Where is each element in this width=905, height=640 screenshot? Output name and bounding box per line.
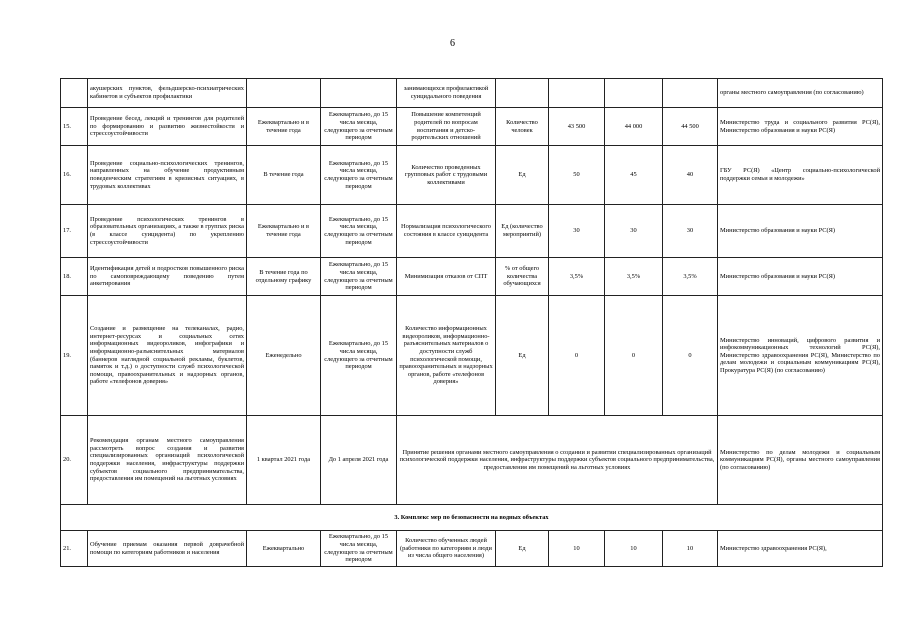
unit-cell (496, 79, 549, 108)
row-number-cell: 19. (61, 296, 88, 416)
unit-cell: Ед (496, 296, 549, 416)
value-2021-cell: 30 (549, 205, 605, 258)
value-2023-cell: 40 (663, 146, 718, 205)
value-2022-cell: 10 (605, 531, 663, 567)
responsible-cell: Министерство образования и науки РС(Я) (718, 258, 883, 296)
page-number: 6 (450, 38, 455, 49)
value-2021-cell (549, 79, 605, 108)
value-2023-cell: 3,5% (663, 258, 718, 296)
unit-cell: Ед (количество мероприятий) (496, 205, 549, 258)
indicator-cell: Повышение компетенций родителей по вопросам воспитания и детско-родительских отношений (397, 108, 496, 146)
deadline-cell: Ежеквартально, до 15 числа месяца, следующего за отчетным периодом (321, 258, 397, 296)
activity-cell: Идентификация детей и подростков повышенного риска по самоповреждающему поведению путем анкетирования (88, 258, 247, 296)
responsible-cell: Министерство труда и социального развития РС(Я), Министерство образования и науки РС(Я) (718, 108, 883, 146)
value-2022-cell: 3,5% (605, 258, 663, 296)
value-2023-cell (663, 79, 718, 108)
indicator-cell: Количество информационных видеороликов, информационно-разъяснительных материалов о доступности служб психологической помощи, правоохранительных и надзорных органов, работе «телефонов доверия» (397, 296, 496, 416)
indicator-cell: Количество проведенных групповых работ с трудовыми коллективами (397, 146, 496, 205)
table-row (61, 146, 883, 205)
table-row (61, 416, 883, 505)
value-2021-cell: 43 500 (549, 108, 605, 146)
deadline-cell (321, 79, 397, 108)
indicator-cell: занимающихся профилактикой суицидального поведения (397, 79, 496, 108)
row-number-cell: 18. (61, 258, 88, 296)
row-number-cell: 15. (61, 108, 88, 146)
value-2022-cell: 0 (605, 296, 663, 416)
indicator-cell: Минимизация отказов от СПТ (397, 258, 496, 296)
responsible-cell: ГБУ РС(Я) «Центр социально-психологической поддержки семьи и молодежи» (718, 146, 883, 205)
deadline-cell: Ежеквартально, до 15 числа месяца, следующего за отчетным периодом (321, 108, 397, 146)
period-cell: 1 квартал 2021 года (247, 416, 321, 505)
value-2022-cell: 44 000 (605, 108, 663, 146)
period-cell: В течение года (247, 146, 321, 205)
activity-cell: акушерских пунктов, фельдшерско-психиатрических кабинетов и субъектов профилактики (88, 79, 247, 108)
table-row (61, 205, 883, 258)
unit-cell: Ед (496, 146, 549, 205)
responsible-cell: органы местного самоуправления (по согласованию) (718, 79, 883, 108)
section-row (61, 505, 883, 531)
value-2023-cell: 10 (663, 531, 718, 567)
value-2022-cell: 30 (605, 205, 663, 258)
period-cell: В течение года по отдельному графику (247, 258, 321, 296)
section-title: 3. Комплекс мер по безопасности на водных объектах (61, 505, 883, 531)
table-row (61, 258, 883, 296)
activity-cell: Проведение социально-психологических тренингов, направленных на обучение продуктивным поведенческим стратегиям в кризисных ситуациях, в трудовых коллективах (88, 146, 247, 205)
activity-cell: Рекомендация органам местного самоуправления рассмотреть вопрос создания и развития специализированных организаций психологической поддержки населения, инфраструктуры поддержки субъектов социального предпринимательства, предоставления им помещений на льготных условиях (88, 416, 247, 505)
table-row (61, 108, 883, 146)
activity-cell: Создание и размещение на телеканалах, радио, интернет-ресурсах и социальных сетях информационных видеороликов, инфографики и информационно-разъяснительных материалов (баннеров наглядной социальной рекламы, буклетов, памяток и т.д.) о доступности служб психологической помощи, правоохранительных и надзорных органов, работе «телефонов доверия» (88, 296, 247, 416)
value-2023-cell: 30 (663, 205, 718, 258)
period-cell: Ежеквартально (247, 531, 321, 567)
table-row (61, 296, 883, 416)
responsible-cell: Министерство инноваций, цифрового развития и инфокоммуникационных технологий РС(Я), Министерство здравоохранения РС(Я), Министерство по делам молодежи и социальным коммуникациям РС(Я), Прокуратура РС(Я) (по согласованию) (718, 296, 883, 416)
decision-merged-cell: Принятие решения органами местного самоуправления о создании и развитии специализированных организаций психологической поддержки населения, инфраструктуры поддержки субъектов социального предпринимательства, предоставления им помещений на льготных условиях (397, 416, 718, 505)
responsible-cell: Министерство образования и науки РС(Я) (718, 205, 883, 258)
deadline-cell: До 1 апреля 2021 года (321, 416, 397, 505)
value-2021-cell: 50 (549, 146, 605, 205)
responsible-cell: Министерство по делам молодежи и социальным коммуникациям РС(Я), органы местного самоуправления (по согласованию) (718, 416, 883, 505)
unit-cell: Ед (496, 531, 549, 567)
activity-cell: Проведение бесед, лекций и тренингов для родителей по формированию и развитию жизнестойкости и стрессоустойчивости (88, 108, 247, 146)
deadline-cell: Ежеквартально, до 15 числа месяца, следующего за отчетным периодом (321, 205, 397, 258)
plan-table (60, 78, 883, 567)
deadline-cell: Ежеквартально, до 15 числа месяца, следующего за отчетным периодом (321, 296, 397, 416)
value-2021-cell: 10 (549, 531, 605, 567)
value-2022-cell (605, 79, 663, 108)
unit-cell: Количество человек (496, 108, 549, 146)
period-cell: Еженедельно (247, 296, 321, 416)
deadline-cell: Ежеквартально, до 15 числа месяца, следующего за отчетным периодом (321, 146, 397, 205)
value-2021-cell: 0 (549, 296, 605, 416)
indicator-cell: Нормализация психологического состояния в классе суицидента (397, 205, 496, 258)
activity-cell: Проведение психологических тренингов в образовательных организациях, а также в группах риска (в классе суицидента) по укреплению стрессоустойчивости (88, 205, 247, 258)
row-number-cell: 16. (61, 146, 88, 205)
period-cell: Ежеквартально и в течение года (247, 108, 321, 146)
value-2021-cell: 3,5% (549, 258, 605, 296)
row-number-cell (61, 79, 88, 108)
activity-cell: Обучение приемам оказания первой доврачебной помощи по категориям работников и населения (88, 531, 247, 567)
value-2022-cell: 45 (605, 146, 663, 205)
unit-cell: % от общего количества обучающихся (496, 258, 549, 296)
value-2023-cell: 44 500 (663, 108, 718, 146)
value-2023-cell: 0 (663, 296, 718, 416)
period-cell: Ежеквартально и в течение года (247, 205, 321, 258)
row-number-cell: 17. (61, 205, 88, 258)
table-row (61, 531, 883, 567)
table-row (61, 79, 883, 108)
row-number-cell: 21. (61, 531, 88, 567)
deadline-cell: Ежеквартально, до 15 числа месяца, следующего за отчетным периодом (321, 531, 397, 567)
indicator-cell: Количество обученных людей (работники по категориям и люди из числа общего населения) (397, 531, 496, 567)
responsible-cell: Министерство здравоохранения РС(Я), (718, 531, 883, 567)
row-number-cell: 20. (61, 416, 88, 505)
period-cell (247, 79, 321, 108)
